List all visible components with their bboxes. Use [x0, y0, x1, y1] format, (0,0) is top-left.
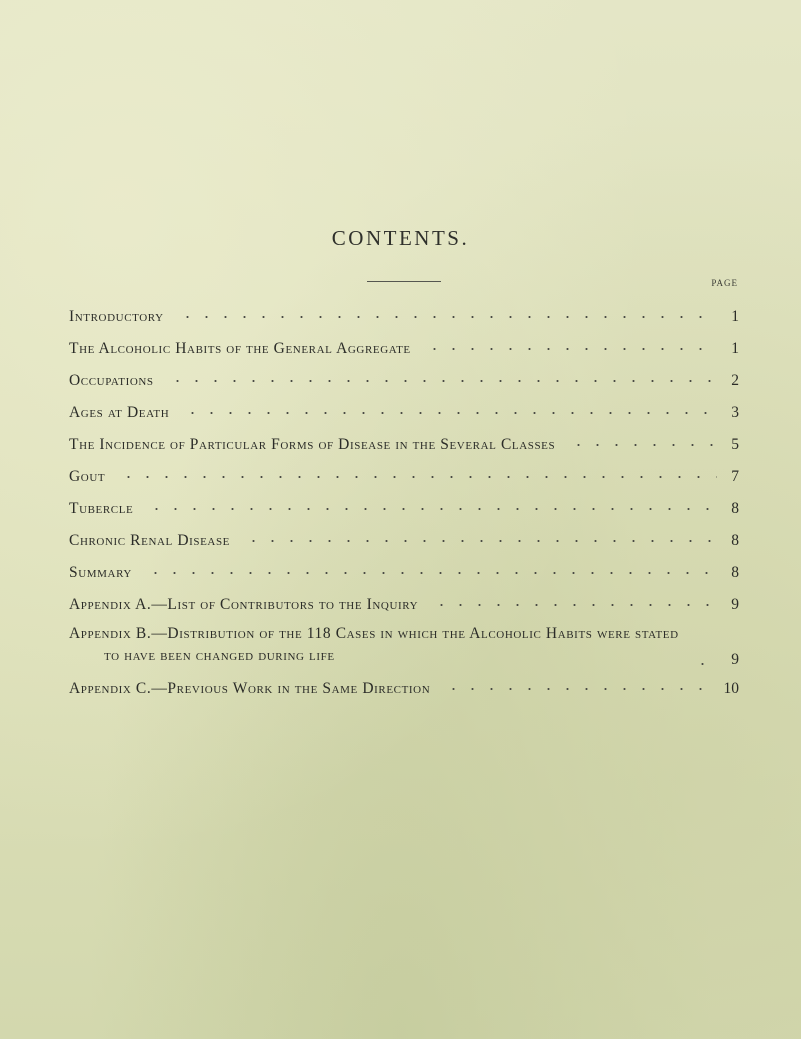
toc-entry-page: 5	[731, 435, 739, 453]
toc-entry-tubercle[interactable]	[69, 497, 739, 529]
toc-entry-page: 10	[723, 679, 739, 697]
toc-entry-appendix-b[interactable]	[69, 625, 739, 677]
toc-entry-label: Ages at Death	[69, 403, 170, 421]
toc-entry-page: 8	[731, 499, 739, 517]
toc-entry-label: Chronic Renal Disease	[69, 531, 230, 549]
dot-leader	[146, 561, 717, 577]
toc-entry-summary[interactable]	[69, 561, 739, 593]
toc-entry-label: Appendix A.—List of Contributors to the Inquiry	[69, 595, 419, 613]
toc-entry-label-line-1: Appendix B.—Distribution of the 118 Cases in which the Alcoholic Habits were stated	[69, 625, 679, 642]
toc-entry-alcoholic-habits[interactable]	[69, 337, 739, 369]
toc-entry-label: Occupations	[69, 371, 154, 389]
dot-leader	[244, 529, 717, 545]
dot-leader	[693, 652, 717, 668]
title-divider	[367, 281, 441, 282]
toc-entry-page: 3	[731, 403, 739, 421]
toc-entry-label: The Incidence of Particular Forms of Disease in the Several Classes	[69, 435, 556, 453]
dot-leader	[432, 593, 717, 609]
dot-leader	[569, 433, 717, 449]
toc-entry-label: Appendix C.—Previous Work in the Same Direction	[69, 679, 431, 697]
toc-entry-appendix-c[interactable]	[69, 677, 739, 709]
dot-leader	[119, 465, 717, 481]
dot-leader	[178, 305, 717, 321]
toc-entry-page: 1	[731, 307, 739, 325]
toc-entry-label: Tubercle	[69, 499, 134, 517]
toc-entry-page: 8	[731, 531, 739, 549]
toc-entry-page: 9	[731, 651, 739, 668]
toc-entry-label: Introductory	[69, 307, 164, 325]
toc-entry-occupations[interactable]	[69, 369, 739, 401]
toc-entry-chronic-renal-disease[interactable]	[69, 529, 739, 561]
toc-entry-page: 8	[731, 563, 739, 581]
toc-entry-incidence-of-disease[interactable]	[69, 433, 739, 465]
toc-entry-introductory[interactable]	[69, 305, 739, 337]
page-column-label: PAGE	[711, 278, 738, 288]
toc-entry-page: 9	[731, 595, 739, 613]
dot-leader	[168, 369, 717, 385]
toc-entry-label-line-2: to have been changed during life	[104, 647, 335, 664]
toc-entry-gout[interactable]	[69, 465, 739, 497]
table-of-contents	[69, 305, 739, 709]
toc-entry-page: 7	[731, 467, 739, 485]
toc-entry-label: Summary	[69, 563, 132, 581]
toc-entry-label: Gout	[69, 467, 106, 485]
dot-leader	[425, 337, 717, 353]
toc-entry-page: 1	[731, 339, 739, 357]
page-title: CONTENTS.	[331, 226, 470, 250]
toc-entry-page: 2	[731, 371, 739, 389]
toc-entry-label	[69, 625, 679, 665]
toc-entry-appendix-a[interactable]	[69, 593, 739, 625]
dot-leader	[183, 401, 717, 417]
dot-leader	[444, 677, 715, 693]
toc-entry-label: The Alcoholic Habits of the General Aggregate	[69, 339, 411, 357]
toc-entry-ages-at-death[interactable]	[69, 401, 739, 433]
dot-leader	[147, 497, 717, 513]
